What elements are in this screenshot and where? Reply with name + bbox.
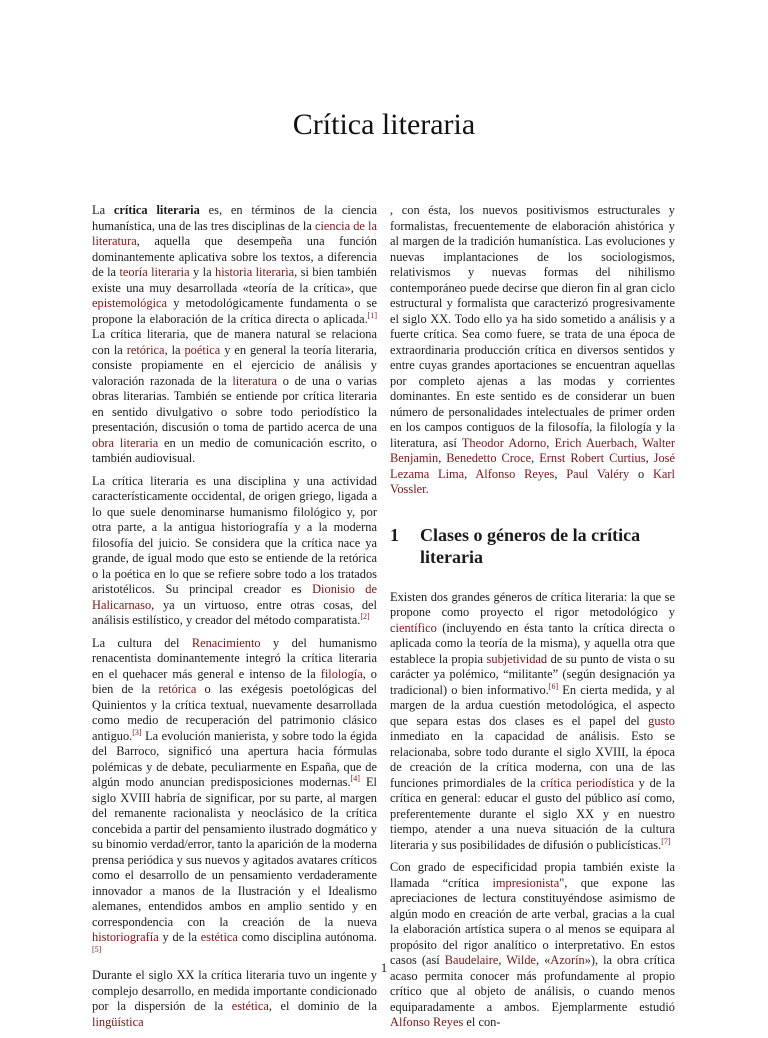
wiki-link[interactable]: Azorín xyxy=(550,953,585,967)
section-heading xyxy=(390,524,675,568)
text-run: , o bien de la xyxy=(92,666,377,696)
text-run: y la xyxy=(189,265,216,279)
wiki-link[interactable]: Renacimiento xyxy=(191,635,261,650)
wiki-link[interactable]: impresionista xyxy=(492,875,560,890)
text-run: Con grado de especificidad propia también existe la llamada “crítica xyxy=(390,860,675,890)
wiki-link[interactable]: obra literaria xyxy=(92,435,159,450)
wiki-link[interactable]: Benedetto Croce xyxy=(446,451,532,465)
wiki-link[interactable]: poética xyxy=(184,342,221,357)
wiki-link[interactable]: Alfonso Reyes xyxy=(390,1015,464,1029)
text-run: »), la obra crítica acaso permita conocer más profundamente al propio crítico que al objeto de análisis, o cuando menos equiparadamente a ambos. Ejemplarmente estudió xyxy=(390,953,675,1014)
paragraph xyxy=(92,203,377,467)
text-run: , si bien también existe una muy desarrollada «teoría de la crítica», que xyxy=(92,265,377,295)
text-run: , el dominio de la xyxy=(268,999,377,1013)
wiki-link[interactable]: epistemológica xyxy=(92,296,168,310)
text-run: o xyxy=(629,466,653,481)
text-run: El siglo XVIII habría de significar, por su parte, al margen del remanente racionalista y neoclásico de la crítica concebida a partir del pensamiento ilustrado dogmático y su binomio verdad/error, tanto la aparición de la moderna prensa periódica y sus nuevos y agitados avatares críticos como el desarrollo de un pensamiento verdaderamente innovador a manos de la Ilustración y el Idealismo alemanes, entendidos ambos en amplio sentido y en correspondencia con la creación de la nueva xyxy=(92,775,377,929)
text-run: , aquella que desempeña una función dominantemente aplicativa sobre los textos, a diferencia de la xyxy=(92,234,377,279)
text-run: , xyxy=(546,435,555,450)
right-column xyxy=(390,203,675,1038)
wiki-link[interactable]: Baudelaire xyxy=(444,953,499,967)
text-run: y en general la teoría literaria, consiste propiamente en el ejercicio de análisis y valoración razonada de la xyxy=(92,342,378,388)
paragraph xyxy=(92,474,377,629)
wiki-link[interactable]: Paul Valéry xyxy=(566,466,630,481)
wiki-link[interactable]: teoría literaria xyxy=(119,265,190,279)
text-run: En cierta medida, y al margen de la ardua cuestión metodológica, el aspecto que separa estas dos clases es el papel del xyxy=(390,682,675,728)
page-title: Crítica literaria xyxy=(292,108,476,141)
wiki-link[interactable]: lingüística xyxy=(92,1014,144,1029)
text-run: es, en términos de la ciencia humanística, una de las tres disciplinas de la xyxy=(92,203,377,233)
text-run: La evolución manierista, y sobre todo la égida del Barroco, significó una apertura hacia fórmulas polémicas y de debate, peculiarmente en España, que de algún modo anuncian predisposiciones modernas. xyxy=(92,728,377,789)
text-run: y metodológicamente fundamenta o se propone la elaboración de la crítica directa o aplicada. xyxy=(92,296,377,326)
wiki-link[interactable]: crítica periodística xyxy=(540,775,634,790)
citation-ref[interactable]: [3] xyxy=(132,727,142,737)
section-number: 1 xyxy=(390,524,399,545)
citation-ref[interactable]: [4] xyxy=(350,773,360,783)
text-run: , con ésta, los nuevos positivismos estructurales y formalistas, frecuentemente de elaboración ahistórica y al margen de la tradición humanística. Las evoluciones y nuevas implantaciones de los sociologismos, relativismos y nuevas formas del nihilismo contemporáneo puede decirse que dieron fin al gran ciclo estructural y formalista que caracterizó progresivamente el siglo XX. Todo ello ya ha sido sometido a análisis y a fuerte crítica. Sea como fuere, se trata de una época de extraordinaria producción crítica en diversos sentidos y entre cuyas grandes aportaciones se encuentran aquellas por completo ajenas a las modas y corrientes dominantes. En este sentido es de considerar un buen número de personalidades intelectuales de primer orden en los campos contiguos de la filosofía, la filología y la literatura, así xyxy=(390,203,675,450)
text-run: . xyxy=(425,482,429,496)
citation-ref[interactable]: [7] xyxy=(661,836,671,846)
paragraph xyxy=(390,203,675,498)
paragraph xyxy=(92,968,377,1030)
text-run: el con- xyxy=(463,1015,501,1029)
wiki-link[interactable]: historiografía xyxy=(92,930,159,944)
text-run: , xyxy=(498,953,507,967)
text-run: y de la xyxy=(158,930,201,944)
text-run: La xyxy=(92,203,114,217)
citation-ref[interactable]: [6] xyxy=(548,681,559,691)
wiki-link[interactable]: Erich Auerbach xyxy=(554,435,635,450)
text-run: , xyxy=(531,451,540,465)
section-title: Clases o géneros de la crítica literaria xyxy=(420,524,641,567)
wiki-link[interactable]: José Lezama Lima xyxy=(390,451,675,481)
text-run: como disciplina autónoma. xyxy=(237,930,377,944)
paragraph xyxy=(390,860,675,1031)
wiki-link[interactable]: Ernst Robert Curtius xyxy=(539,451,646,465)
wiki-link[interactable]: Dionisio de Halicarnaso xyxy=(92,582,377,612)
citation-ref[interactable]: [5] xyxy=(92,944,102,954)
left-column xyxy=(92,203,377,1037)
wiki-link[interactable]: retórica xyxy=(126,342,165,357)
wiki-link[interactable]: estética xyxy=(200,930,238,944)
wiki-link[interactable]: Wilde xyxy=(506,953,537,967)
bold-term: crítica literaria xyxy=(113,203,200,217)
text-run: La crítica literaria, que de manera natural se relaciona con la xyxy=(92,327,377,357)
text-run: La cultura del xyxy=(92,635,192,650)
text-run: (incluyendo en ésta tanto la crítica directa o aplicada como la teoría de la misma), y aquella otra que establece la propia xyxy=(390,620,675,666)
wiki-link[interactable]: científico xyxy=(390,620,437,635)
text-run: , la xyxy=(164,342,185,357)
text-run: Durante el siglo XX la crítica literaria tuvo un ingente y complejo desarrollo, en medida importante condicionado por la dispersión de la xyxy=(92,968,377,1013)
text-run: de su punto de vista o su carácter ya polémico, “militante” (según designación ya tradicional) o bien informativo. xyxy=(390,651,675,697)
wiki-link[interactable]: gusto xyxy=(648,713,675,728)
wiki-link[interactable]: Walter Benjamin xyxy=(390,435,675,465)
wiki-link[interactable]: estética xyxy=(231,999,269,1013)
paragraph xyxy=(390,590,675,854)
text-run: , xyxy=(554,466,567,481)
text-run: Existen dos grandes géneros de crítica literaria: la que se propone como proyecto el rigor metodológico y xyxy=(390,589,675,619)
wiki-link[interactable]: subjetividad xyxy=(486,651,548,666)
paragraph xyxy=(92,636,377,962)
text-run: en un medio de comunicación escrito, o también audiovisual. xyxy=(92,435,377,465)
text-run: o de una o varias obras literarias. También se entiende por crítica literaria en sentido divulgativo o sobre todo periodístico la presentación, discusión o toma de partido acerca de una xyxy=(92,373,377,434)
citation-ref[interactable]: [2] xyxy=(360,611,370,621)
text-run: , « xyxy=(536,953,551,967)
text-run: La crítica literaria es una disciplina y una actividad característicamente occidental, de origen griego, ligada a lo que suele denominarse humanismo filológico y, por otra parte, a la antigua historiografía y a la moderna filosofía del juicio. Se considera que la crítica nace ya grande, de igual modo que esto se entiende de la retórica o la poética en lo que se refiere sobre todo a los tratados aristotélicos. Su principal creador es xyxy=(92,473,377,596)
text-run: y de la crítica en general: educar el gusto del público así como, preferentemente durante el siglo XX y en nuestro tiempo, atender a una nueva situación de la cultura literaria y sus posibilidades de difusión o publicísticas. xyxy=(390,775,675,852)
wiki-link[interactable]: historia literaria xyxy=(215,265,295,279)
text-run: , ya un virtuoso, entre otras cosas, del análisis estilístico, y creador del método comparatista. xyxy=(92,597,377,627)
text-run: , xyxy=(645,451,654,465)
text-run: o las exégesis poetológicas del Quinientos y la crítica textual, nuevamente desarrollada como medio de recuperación del patrimonio clásico antiguo. xyxy=(92,682,377,743)
citation-ref[interactable]: [1] xyxy=(367,310,377,320)
text-run: y del humanismo renacentista dominantemente integró la crítica literaria en el quehacer más general e intenso de la xyxy=(92,635,377,681)
text-run: ", que expone las apreciaciones de lectura constituyéndose asimismo de algún modo en creación de arte verbal, gracias a la cual la elaboración artística supera o al menos se equipara al propósito del rigor analítico o interpretativo. En estos casos (así xyxy=(390,875,675,967)
wiki-link[interactable]: Karl Vossler xyxy=(390,466,675,496)
wiki-link[interactable]: Theodor Adorno xyxy=(461,435,547,450)
wiki-link[interactable]: filología xyxy=(320,666,363,681)
text-run: , xyxy=(634,435,643,450)
wiki-link[interactable]: ciencia de la literatura xyxy=(92,218,377,248)
text-run: inmediato en la capacidad de análisis. Esto se relacionaba, sobre todo durante el siglo XVIII, la época de creación de la crítica moderna, con una de las funciones primordiales de la xyxy=(390,729,675,790)
right-column-intro xyxy=(390,203,675,498)
text-run: , xyxy=(464,466,476,481)
wiki-link[interactable]: literatura xyxy=(232,373,278,388)
page-number: 1 xyxy=(380,960,388,975)
text-run: , xyxy=(438,451,447,465)
wiki-link[interactable]: Alfonso Reyes xyxy=(475,466,555,481)
wiki-link[interactable]: retórica xyxy=(158,682,197,696)
